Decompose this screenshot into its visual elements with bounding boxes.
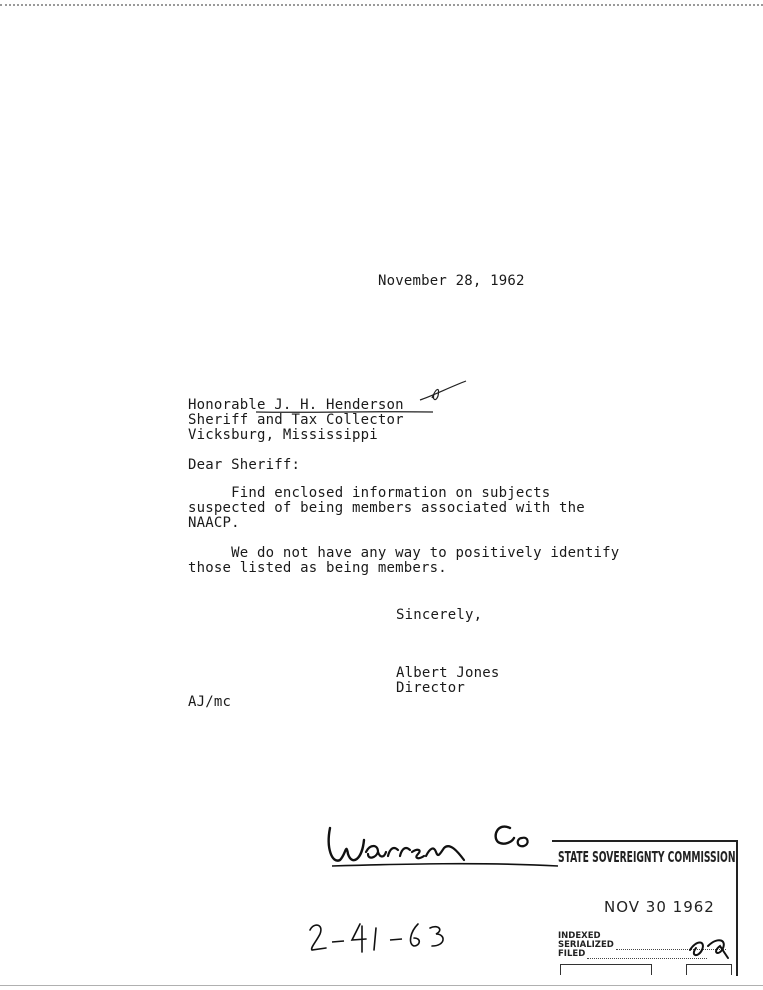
recipient-title: Sheriff and Tax Collector [188, 412, 404, 428]
file-number-text: 2-41-63 [306, 918, 311, 919]
stamp-box [560, 964, 652, 975]
received-stamp [552, 840, 738, 976]
signature-block [396, 666, 500, 696]
stamp-date: NOV 30 1962 [604, 898, 715, 916]
salutation: Dear Sheriff: [188, 457, 301, 473]
reference-initials: AJ/mc [188, 694, 232, 710]
handwritten-file-number [306, 918, 456, 958]
recipient-name: Honorable J. H. Henderson [188, 397, 404, 413]
stamp-label: INDEXED [558, 931, 601, 941]
paragraph-line: Find enclosed information on subjects [188, 485, 551, 501]
bottom-edge-rule [0, 985, 763, 986]
stamp-box [686, 964, 732, 975]
recipient-city: Vicksburg, Mississippi [188, 427, 378, 443]
top-edge-rule [0, 4, 763, 6]
recipient-address [188, 398, 404, 443]
handwritten-underline [255, 408, 435, 416]
stamp-initials-scribble [688, 934, 738, 960]
stamp-title: STATE SOVEREIGNTY COMMISSION [558, 848, 736, 866]
handwritten-checkmark [418, 378, 470, 404]
letter-date: November 28, 1962 [378, 273, 525, 289]
paragraph-line: suspected of being members associated with the [188, 500, 585, 516]
paragraph-line: those listed as being members. [188, 560, 447, 576]
signer-title: Director [396, 680, 466, 696]
paragraph-line: We do not have any way to positively identify [188, 545, 620, 561]
body-paragraph-2 [188, 546, 619, 576]
stamp-label: SERIALIZED [558, 940, 614, 950]
county-note-text: Warren Co [322, 808, 328, 809]
paragraph-line: NAACP. [188, 515, 240, 531]
stamp-label: FILED [558, 949, 586, 959]
handwritten-county-note [322, 808, 572, 872]
complimentary-closing: Sincerely, [396, 607, 483, 623]
signer-name: Albert Jones [396, 665, 500, 681]
stamp-top-border [552, 840, 738, 842]
body-paragraph-1 [188, 486, 585, 531]
